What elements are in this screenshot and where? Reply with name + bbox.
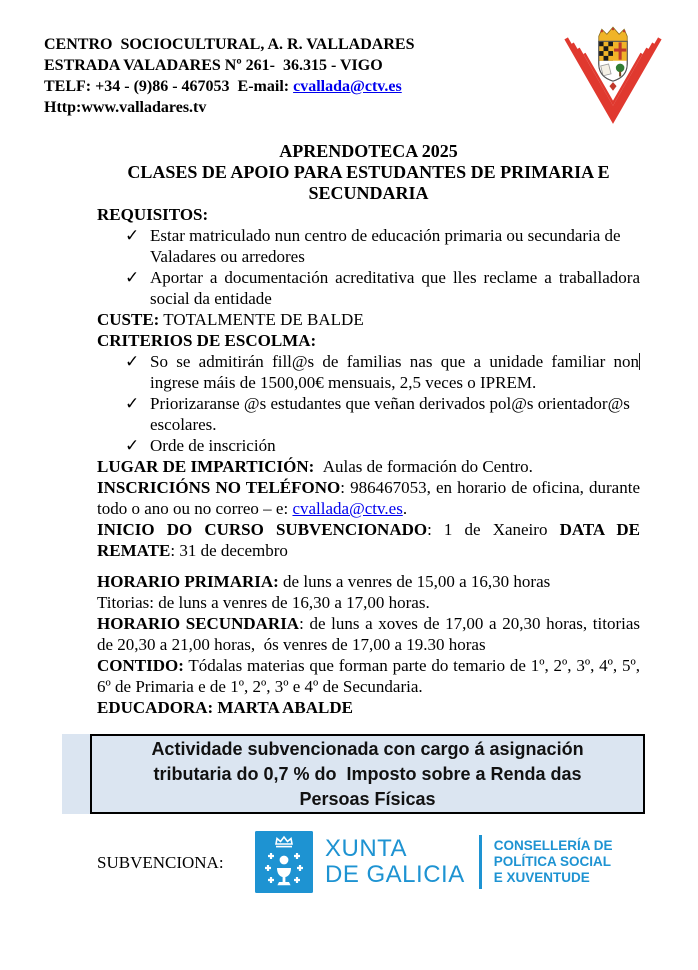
inicio-label: INICIO DO CURSO SUBVENCIONADO <box>97 520 428 539</box>
sponsor-row <box>97 830 640 894</box>
inicio-value: : 1 de Xaneiro <box>427 520 560 539</box>
horario-primaria-text: de luns a venres de 15,00 a 16,30 horas <box>278 572 551 591</box>
requisitos-list <box>97 225 640 309</box>
horario-secundaria-label: HORARIO SECUNDARIA <box>97 614 300 633</box>
subsidy-line-3: Persoas Físicas <box>299 789 436 809</box>
inscricions-label: INSCRICIÓNS NO TELÉFONO <box>97 478 341 497</box>
horario-secundaria-line <box>97 613 640 655</box>
list-item <box>97 435 640 456</box>
subsidy-line-1: Actividade subvencionada con cargo á asignación <box>151 739 584 759</box>
subsidy-band <box>62 734 640 814</box>
list-item-text: Aportar a documentación acreditativa que lles reclame a traballadora social da entidade <box>150 268 640 308</box>
logo-divider <box>479 835 482 889</box>
lugar-line <box>97 456 640 477</box>
criterios-list <box>97 351 640 456</box>
title-line-1: APRENDOTECA 2025 <box>279 141 458 161</box>
custe-line <box>97 309 640 330</box>
email-link[interactable]: cvallada@ctv.es <box>292 499 403 518</box>
org-address: ESTRADA VALADARES Nº 261- 36.315 - VIGO <box>44 57 383 74</box>
inscricions-text: : 986467053, en horario de oficina, durante todo o ano ou no correo – e: <box>97 478 640 518</box>
email-link[interactable]: cvallada@ctv.es <box>293 78 402 95</box>
xunta-wordmark-line-2: DE GALICIA <box>325 861 465 888</box>
horario-primaria-label: HORARIO PRIMARIA: <box>97 572 279 591</box>
horario-block <box>97 571 640 697</box>
document-title <box>97 141 640 204</box>
requisitos-heading: REQUISITOS: <box>97 205 209 224</box>
remate-label: DATA DE REMATE <box>97 520 640 560</box>
educadora-line: EDUCADORA: MARTA ABALDE <box>97 698 353 717</box>
inscricions-period: . <box>402 499 408 518</box>
titorias-line: Titorias: de luns a venres de 16,30 a 17,00 horas. <box>97 593 430 612</box>
conselleria-line-3: E XUVENTUDE <box>493 870 590 885</box>
list-item <box>97 267 640 309</box>
list-item <box>97 351 640 393</box>
valladares-crest-logo <box>556 24 670 128</box>
checkmark-icon: ✓ <box>125 436 140 455</box>
contido-label: CONTIDO: <box>97 656 184 675</box>
lugar-label: LUGAR DE IMPARTICIÓN: <box>97 457 315 476</box>
org-website: Http:www.valladares.tv <box>44 99 207 116</box>
list-item-text <box>150 351 640 393</box>
conselleria-line-2: POLÍTICA SOCIAL <box>493 854 611 869</box>
list-item <box>97 393 640 435</box>
remate-value: : 31 de decembro <box>170 541 288 560</box>
criteria-text-after-cursor: ingrese máis de 1500,00€ mensuais, 2,5 veces o IPREM. <box>150 373 537 392</box>
checkmark-icon: ✓ <box>125 394 140 413</box>
org-contact <box>44 76 414 97</box>
custe-label: CUSTE: <box>97 310 160 329</box>
title-line-2: CLASES DE APOIO PARA ESTUDANTES DE PRIMARIA E SECUNDARIA <box>127 162 610 203</box>
contido-text: Tódalas materias que forman parte do temario de 1º, 2º, 3º, 4º, 5º, 6º de Primaria e de 1º, 2º, 3º e 4º de Secundaria. <box>97 656 640 696</box>
org-phone: TELF: +34 - (9)86 - 467053 E-mail: <box>44 78 294 95</box>
subsidy-band-strip <box>62 734 90 814</box>
list-item-text: Orde de inscrición <box>150 436 276 455</box>
contido-line <box>97 655 640 697</box>
xunta-de-galicia-emblem <box>255 831 313 893</box>
horario-primaria-line <box>97 571 640 592</box>
text-cursor-mark <box>639 353 640 370</box>
list-item-text: Estar matriculado nun centro de educación primaria ou secundaria de Valadares ou arredores <box>150 226 621 266</box>
document-body <box>97 141 640 894</box>
org-name: CENTRO SOCIOCULTURAL, A. R. VALLADARES <box>44 36 415 53</box>
letterhead <box>44 34 414 118</box>
inicio-paragraph <box>97 519 640 561</box>
horario-secundaria-text: : de luns a xoves de 17,00 a 20,30 horas, titorias de 20,30 a 21,00 horas, ós venres de 17,00 a 19.30 horas <box>97 614 640 654</box>
sponsor-label: SUBVENCIONA: <box>97 852 224 872</box>
list-item-text: Priorizaranse @s estudantes que veñan derivados pol@s orientador@s escolares. <box>150 394 630 434</box>
checkmark-icon: ✓ <box>125 268 140 287</box>
xunta-wordmark-line-1: XUNTA <box>325 835 408 862</box>
checkmark-icon: ✓ <box>125 226 140 245</box>
criteria-text-before-cursor: So se admitirán fill@s de familias nas que a unidade familiar non <box>150 352 639 371</box>
subsidy-line-2: tributaria do 0,7 % do Imposto sobre a Renda das <box>153 764 582 784</box>
list-item <box>97 225 640 267</box>
checkmark-icon: ✓ <box>125 352 140 371</box>
custe-value: TOTALMENTE DE BALDE <box>159 310 364 329</box>
criterios-heading: CRITERIOS DE ESCOLMA: <box>97 331 317 350</box>
subsidy-notice-box <box>90 734 645 814</box>
inscricions-paragraph <box>97 477 640 519</box>
conselleria-text <box>494 838 613 886</box>
conselleria-line-1: CONSELLERÍA DE <box>493 838 613 853</box>
lugar-value: Aulas de formación do Centro. <box>314 457 533 476</box>
xunta-wordmark <box>325 836 465 888</box>
